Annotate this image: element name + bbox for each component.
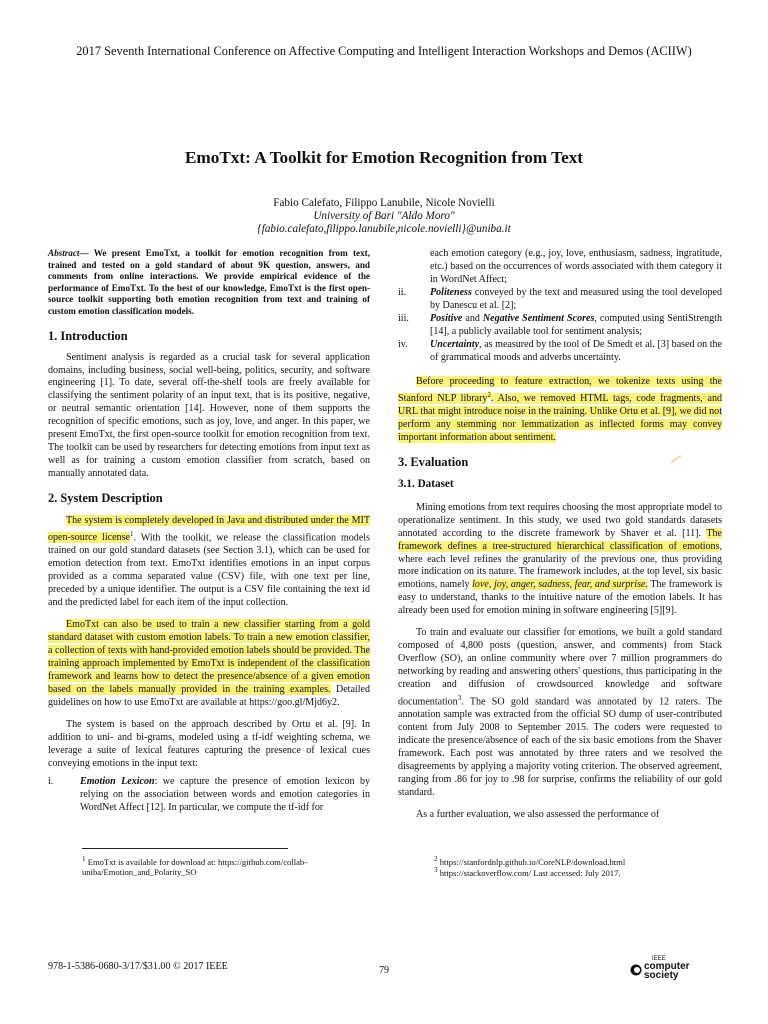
dataset-paragraph-3: As a further evaluation, we also assessed the performance of: [416, 809, 660, 820]
author-names: Fabio Calefato, Filippo Lanubile, Nicole Novielli: [273, 197, 495, 209]
intro-paragraph: Sentiment analysis is regarded as a crucial task for several application domains, including business, social well-being, politics, security, and software engineering [1]. To date, several off-the-shelf tools are freely available for classifying the sentiment polarity of an input text, that is its positive, negative, or neutral semantic orientation [14]. However, none of them supports the recognition of specific emotions, such as joy, love, and anger. In this paper, we present EmoTxt, the first open-source toolkit for emotion recognition from text. The toolkit can be used by researchers for detecting emotions from input text as well as for training a custom emotion classifier from scratch, based on manually annotated data.: [48, 351, 370, 480]
conference-header: 2017 Seventh International Conference on Affective Computing and Intelligent Interaction Workshops and Demos (ACIIW): [76, 44, 692, 58]
highlighted-text: The system is completely developed in Java and distributed under the MIT open-source license: [48, 515, 370, 544]
section-heading-introduction: 1. Introduction: [48, 328, 128, 343]
footnote-ref: 3: [457, 694, 462, 703]
highlighted-text: love, joy, anger, sadness, fear, and surprise.: [472, 579, 648, 591]
paper-title: EmoTxt: A Toolkit for Emotion Recognition from Text: [184, 148, 584, 167]
footnote-2: $^2$ https://stanfordnlp.github.io/CoreNLP/download.html: [434, 855, 626, 867]
section-heading-evaluation: 3. Evaluation: [398, 454, 469, 469]
footnote-1: $^1$ EmoTxt is available for download at: https://github.com/collab-uniba/Emotion_and_Polarity_SO: [82, 855, 308, 878]
subsection-heading-dataset: 3.1. Dataset: [398, 477, 454, 490]
author-block: [0, 197, 768, 236]
footnote-3: $^3$ https://stackoverflow.com/ Last accessed: July 2017.: [434, 866, 621, 878]
left-column: [48, 248, 370, 814]
author-affiliation: University of Bari "Aldo Moro": [313, 210, 455, 222]
list-item: iv. Uncertainty, as measured by the tool of De Smedt et al. [3] based on the of grammatical moods and adverbs uncertainty.: [398, 338, 722, 363]
section-heading-system-description: 2. System Description: [48, 491, 163, 506]
list-item: each emotion category (e.g., joy, love, enthusiasm, sadness, ingratitude, etc.) based on the occurrences of words associated with them category it in WordNet Affect;: [430, 248, 722, 285]
list-item: i. Emotion Lexicon: we capture the presence of emotion lexicon by relying on the association between words and emotion categories in WordNet Affect [12]. In particular, we compute the tf-idf for: [48, 775, 370, 813]
sysdesc-paragraph-1: The system is completely developed in Java and distributed under the MIT open-source license$^1$. With the toolkit, we release the classification models trained on our gold standard datasets (see Section 3.1), which can be used for emotion detection from text. EmoTxt identifies emotions in an input corpus provided as a comma separated value (CSV) file, with one text per line, preceded by a unique identifier. The output is a CSV file containing the text id and the predicted label for each item of the input collection.: [48, 515, 370, 609]
highlighted-text: The framework defines a tree-structured hierarchical classification of emotions: [398, 527, 722, 552]
footnote-separator-left: [82, 848, 288, 849]
dataset-paragraph-2: To train and evaluate our classifier for emotions, we built a gold standard composed of 4,800 posts (question, answer, and comments) from Stack Overflow (SO), an online community where over 7 million programmers do networking by reading and answering others' questions, thus participating in the creation and diffusion of crowdsourced knowledge and software documentation$^3$. The SO gold standard was annotated by 12 raters. The annotation sample was extracted from the official SO dump of user-contributed content from July 2008 to September 2015. The coders were requested to indicate the presence/absence of each of the six basic emotions from the Shaver framework. Each post was annotated by three raters and we resolved the disagreements by applying a majority voting criterion. The observed agreement, ranging from .86 for joy to .98 for surprise, confirms the reliability of our gold standard.: [398, 627, 722, 799]
list-item: ii. Politeness conveyed by the text and measured using the tool developed by Danescu et al. [2];: [398, 286, 722, 311]
right-column: [398, 248, 722, 822]
feature-list-continued: [398, 248, 722, 365]
list-item: iii. Positive and Negative Sentiment Scores, computed using SentiStrength [14], a publicly available tool for sentiment analysis;: [398, 312, 722, 337]
isbn-copyright: 978-1-5386-0680-3/17/$31.00 © 2017 IEEE: [48, 961, 228, 972]
dataset-paragraph-1: Mining emotions from text requires choosing the most appropriate model to operationalize sentiment. In this study, we used two gold standards datasets annotated according to the discrete framework by Shaver et al. [11]. The framework defines a tree-structured hierarchical classification of emotions, where each level refines the granularity of the previous one, thus providing more indication on its nature. The framework includes, at the top level, six basic emotions, namely love, joy, anger, sadness, fear, and surprise. The framework is easy to understand, thanks to the intuitive nature of the emotion labels. It has already been used for emotion mining in software engineering [5][9].: [398, 501, 722, 617]
sysdesc-paragraph-3: The system is based on the approach described by Ortu et al. [9]. In addition to uni- and bi-grams, modeled using a tf-idf weighting schema, we leverage a suite of lexical features capturing the presence of lexical cues conveying emotions in the input text:: [48, 718, 370, 769]
logo-icon: [630, 964, 642, 976]
preprocessing-paragraph: [398, 376, 722, 445]
feature-list: [48, 776, 370, 815]
sysdesc-paragraph-2: EmoTxt can also be used to train a new classifier starting from a gold standard dataset with custom emotion labels. To train a new emotion classifier, a collection of texts with hand-provided emotion labels should be provided. The training approach implemented by EmoTxt is independent of the classification framework and learns how to detect the presence/absence of a given emotion based on the labels manually provided in the training examples. Detailed guidelines on how to use EmoTxt are available at https://goo.gl/Mjd6y2.: [48, 619, 370, 708]
ieee-computer-society-logo: IEEE computer society: [630, 956, 720, 986]
abstract-label: Abstract: [48, 248, 80, 258]
highlighted-text: EmoTxt can also be used to train a new classifier starting from a gold standard dataset with custom emotion labels. To train a new emotion classifier, a collection of texts with hand-provided emotion labels should be provided. The training approach implemented by EmoTxt is independent of the classification framework and learns how to detect the presence/absence of a given emotion based on the labels manually provided in the training examples.: [48, 619, 370, 695]
author-emails: {fabio.calefato,filippo.lanubile,nicole.novielli}@uniba.it: [257, 223, 511, 235]
highlighted-text: . Also, we removed HTML tags, code fragments, and URL that might introduce noise in the training. Unlike Ortu et al. [9], we did not perform any stemming nor lemmatization as inflected forms may convey important information about sentiment.: [398, 392, 722, 443]
abstract: Abstract— We present EmoTxt, a toolkit for emotion recognition from text, trained and tested on a gold standard of about 9K question, answers, and comments from online interactions. We provide empirical evidence of the performance of EmoTxt. To the best of our knowledge, EmoTxt is the first open-source toolkit supporting both emotion recognition from text and training of custom emotion classification models.: [48, 248, 370, 316]
page-number: 79: [378, 965, 390, 976]
footnote-ref: 1: [129, 530, 134, 539]
highlighted-text: Before proceeding to feature extraction, we tokenize texts using the Stanford NLP library: [398, 375, 722, 404]
footnote-ref: 2: [487, 390, 491, 399]
abstract-text: We present EmoTxt, a toolkit for emotion recognition from text, trained and tested on a gold standard of about 9K question, answers, and comments from online interactions. We provide empirical evidence of the performance of EmoTxt. To the best of our knowledge, EmoTxt is the first open-source toolkit supporting both emotion recognition from text and training of custom emotion classification models.: [48, 248, 370, 316]
